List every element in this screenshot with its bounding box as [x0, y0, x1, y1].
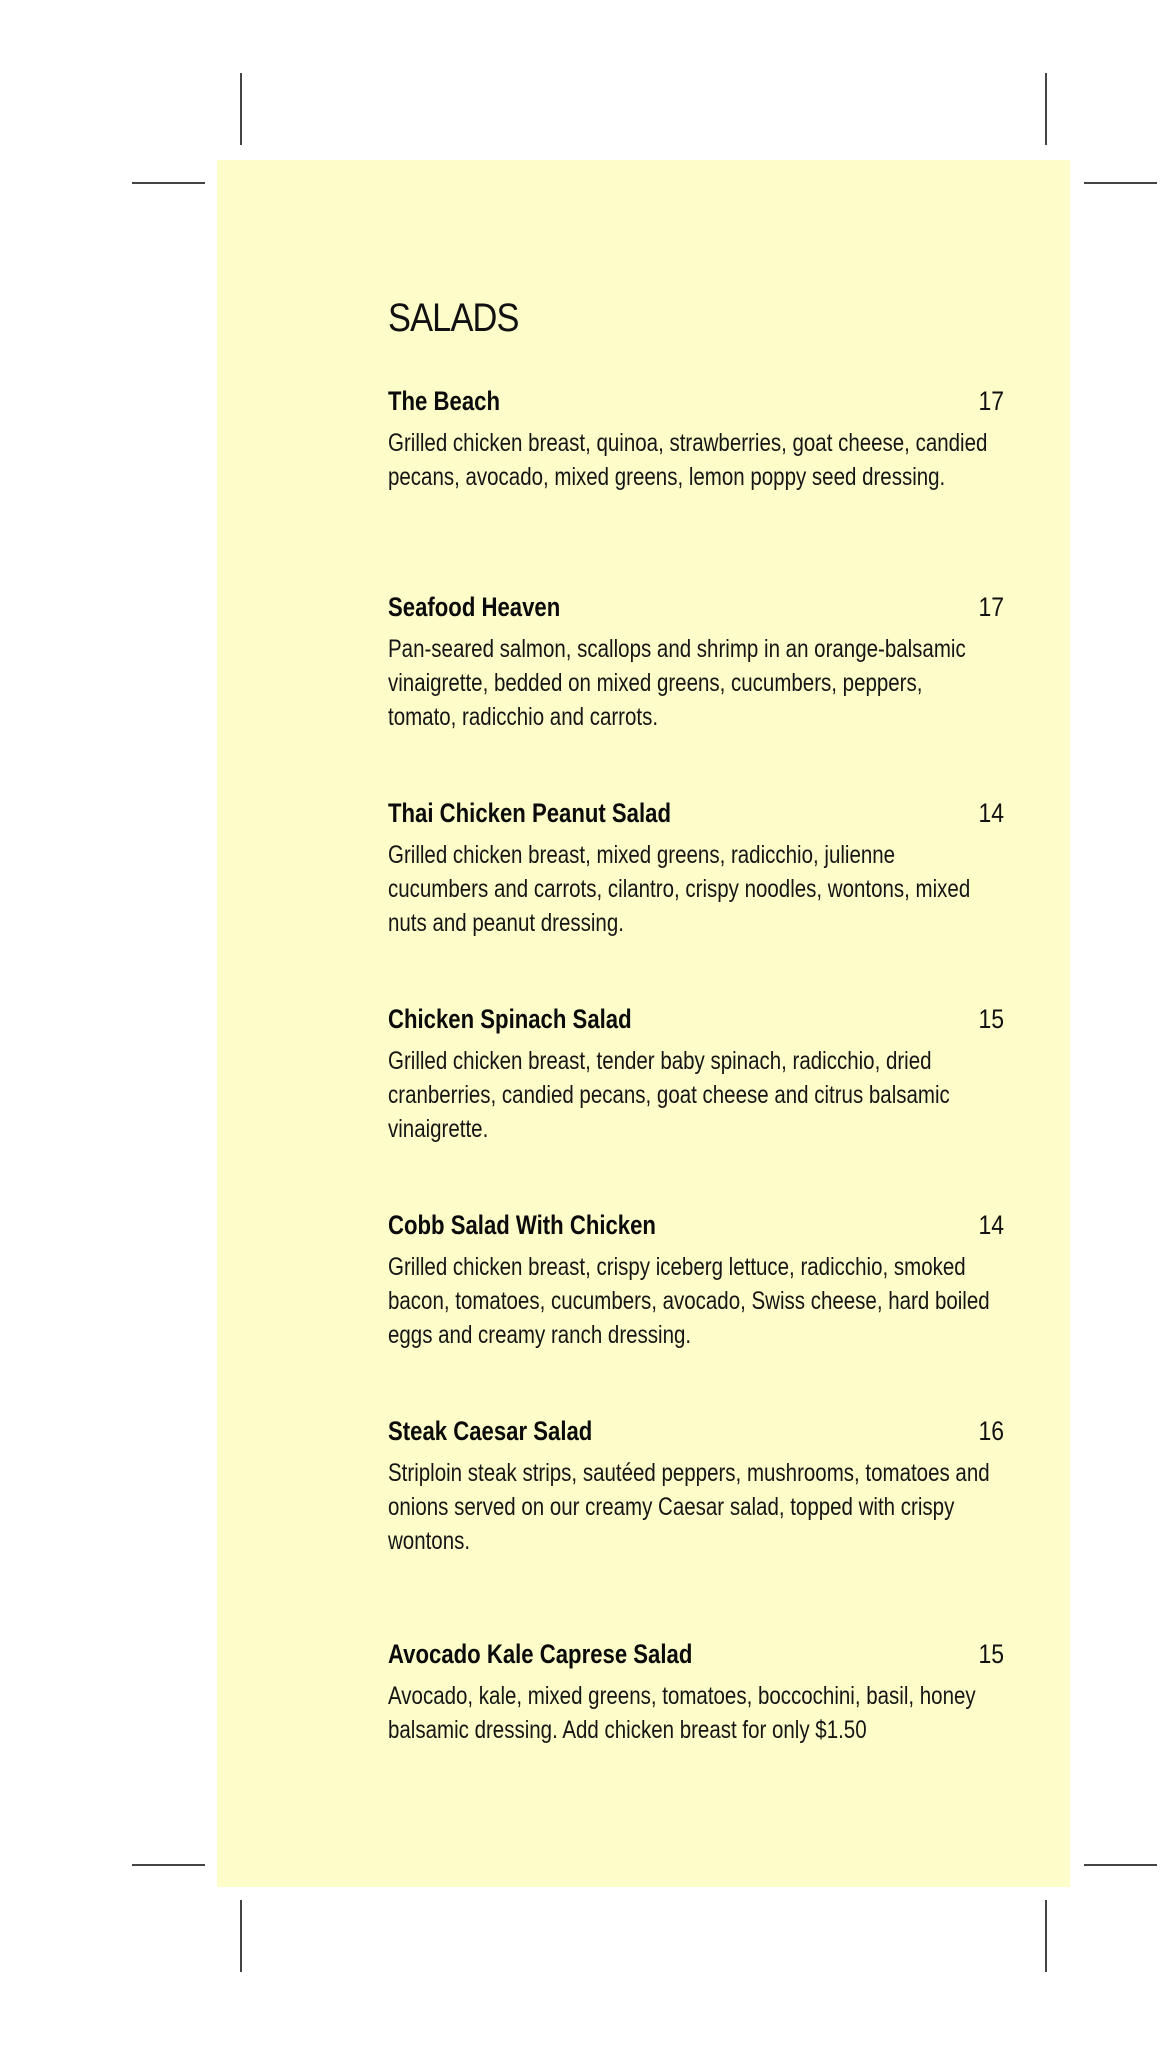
menu-item-price: 14: [978, 798, 1004, 828]
menu-item-name: Cobb Salad With Chicken: [388, 1210, 656, 1240]
crop-mark-bottom-right: [1045, 1900, 1047, 1972]
menu-item: [388, 592, 1004, 734]
menu-item-price: 15: [978, 1004, 1004, 1034]
menu-item-price: 16: [978, 1416, 1004, 1446]
menu-item: [388, 1210, 1004, 1352]
crop-mark-right-top: [1084, 182, 1157, 184]
menu-item-name: The Beach: [388, 386, 500, 416]
menu-item-description: Grilled chicken breast, quinoa, strawberries, goat cheese, candied pecans, avocado, mixed greens, lemon poppy seed dressing.: [388, 429, 988, 491]
menu-item-description: Avocado, kale, mixed greens, tomatoes, boccochini, basil, honey balsamic dressing. Add chicken breast for only $1.50: [388, 1682, 976, 1744]
menu-item-description: Grilled chicken breast, mixed greens, radicchio, julienne cucumbers and carrots, cilantro, crispy noodles, wontons, mixed nuts and peanut dressing.: [388, 841, 971, 937]
menu-item-name: Thai Chicken Peanut Salad: [388, 798, 671, 828]
menu-item-price: 15: [978, 1639, 1004, 1669]
menu-item-price: 17: [978, 592, 1004, 622]
menu-item-price: 14: [978, 1210, 1004, 1240]
menu-item-description: Grilled chicken breast, crispy iceberg lettuce, radicchio, smoked bacon, tomatoes, cucumbers, avocado, Swiss cheese, hard boiled eggs and creamy ranch dressing.: [388, 1253, 990, 1349]
crop-mark-bottom-left: [240, 1900, 242, 1972]
crop-mark-top-left: [240, 73, 242, 145]
menu-item: [388, 1004, 1004, 1146]
menu-item: [388, 386, 1004, 494]
menu-item-name: Steak Caesar Salad: [388, 1416, 593, 1446]
crop-mark-right-bottom: [1084, 1864, 1157, 1866]
menu-item: [388, 1416, 1004, 1558]
menu-item-name: Chicken Spinach Salad: [388, 1004, 632, 1034]
menu-item-name: Avocado Kale Caprese Salad: [388, 1639, 693, 1669]
crop-mark-left-bottom: [132, 1864, 205, 1866]
menu-item: [388, 1639, 1004, 1747]
menu-item-description: Grilled chicken breast, tender baby spinach, radicchio, dried cranberries, candied pecans, goat cheese and citrus balsamic vinaigrette.: [388, 1047, 950, 1143]
menu-item-name: Seafood Heaven: [388, 592, 561, 622]
menu-item: [388, 798, 1004, 940]
crop-mark-left-top: [132, 182, 205, 184]
crop-mark-top-right: [1045, 73, 1047, 145]
menu-item-description: Pan-seared salmon, scallops and shrimp in an orange-balsamic vinaigrette, bedded on mixed greens, cucumbers, peppers, tomato, radicchio and carrots.: [388, 635, 966, 731]
section-title: SALADS: [388, 296, 519, 340]
menu-item-description: Striploin steak strips, sautéed peppers, mushrooms, tomatoes and onions served on our creamy Caesar salad, topped with crispy wontons.: [388, 1459, 990, 1555]
menu-item-price: 17: [978, 386, 1004, 416]
